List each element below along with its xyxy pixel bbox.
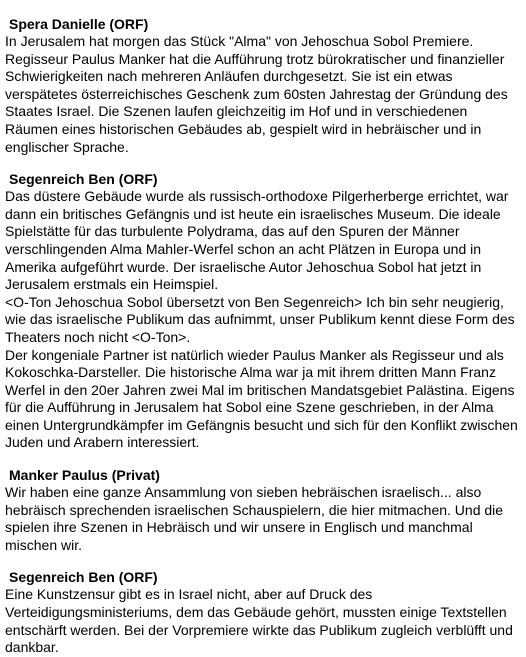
speaker-name: Segenreich Ben (ORF) xyxy=(9,569,158,586)
paragraph: Der kongeniale Partner ist natürlich wieder Paulus Manker als Regisseur und als Kokoschka-Darsteller. Die historische Alma war ja mit ihrem dritten Mann Franz Werfel in den 20er Jahren zwei Mal im britischen Mandatsgebiet Palästina. Eigens für die Aufführung in Jerusalem hat Sobol eine Szene geschrieben, in der Alma einen Untergrundkämpfer im Gefängnis besucht und sich für den Konflikt zwischen Juden und Arabern interessiert. xyxy=(5,346,518,451)
transcript-block-4 xyxy=(5,569,526,656)
speaker-name: Manker Paulus (Privat) xyxy=(9,467,160,484)
paragraph: Das düstere Gebäude wurde als russisch-orthodoxe Pilgerherberge errichtet, war dann ein britisches Gefängnis und ist heute ein israelisches Museum. Die ideale Spielstätte für das turbulente Polydrama, das auf den Spuren der Männer verschlingenden Alma Mahler-Werfel schon an acht Plätzen in Europa und in Amerika aufgeführt wurde. Der israelische Autor Jehoschua Sobol hat jetzt in Jerusalem erstmals ein Heimspiel. xyxy=(5,188,509,293)
speaker-name: Segenreich Ben (ORF) xyxy=(9,171,158,188)
paragraph: <O-Ton Jehoschua Sobol übersetzt von Ben Segenreich> Ich bin sehr neugierig, wie das israelische Publikum das aufnimmt, unser Publikum kennt diese Form des Theaters noch nicht <O-Ton>. xyxy=(5,293,515,345)
speaker-name: Spera Danielle (ORF) xyxy=(9,16,149,32)
paragraph: In Jerusalem hat morgen das Stück "Alma" von Jehoschua Sobol Premiere. Regisseur Paulus Manker hat die Aufführung trotz bürokratischer und finanzieller Schwierigkeiten nach mehreren Anläufen durchgesetzt. Sie ist ein etwas verspätetes österreichisches Geschenk zum 60sten Jahrestag der Gründung des Staates Israel. Die Szenen laufen gleichzeitig im Hof und in verschiedenen Räumen eines historischen Gebäudes ab, gespielt wird in hebräischer und in englischer Sprache. xyxy=(5,33,508,155)
transcript-block-3 xyxy=(5,467,526,554)
transcript-block-2 xyxy=(5,171,526,452)
paragraph: Eine Kunstzensur gibt es in Israel nicht, aber auf Druck des Verteidigungsministeriums, dem das Gebäude gehört, mussten einige Textstellen entschärft werden. Bei der Vorpremiere wirkte das Publikum zugleich verblüfft und dankbar. xyxy=(5,586,513,656)
transcript-block-1 xyxy=(5,16,526,156)
paragraph: Wir haben eine ganze Ansammlung von sieben hebräischen israelisch... also hebräisch sprechenden israelischen Schauspielern, die hier mitmachen. Und die spielen ihre Szenen in Hebräisch und wir unsere in Englisch und manchmal mischen wir. xyxy=(5,484,504,553)
